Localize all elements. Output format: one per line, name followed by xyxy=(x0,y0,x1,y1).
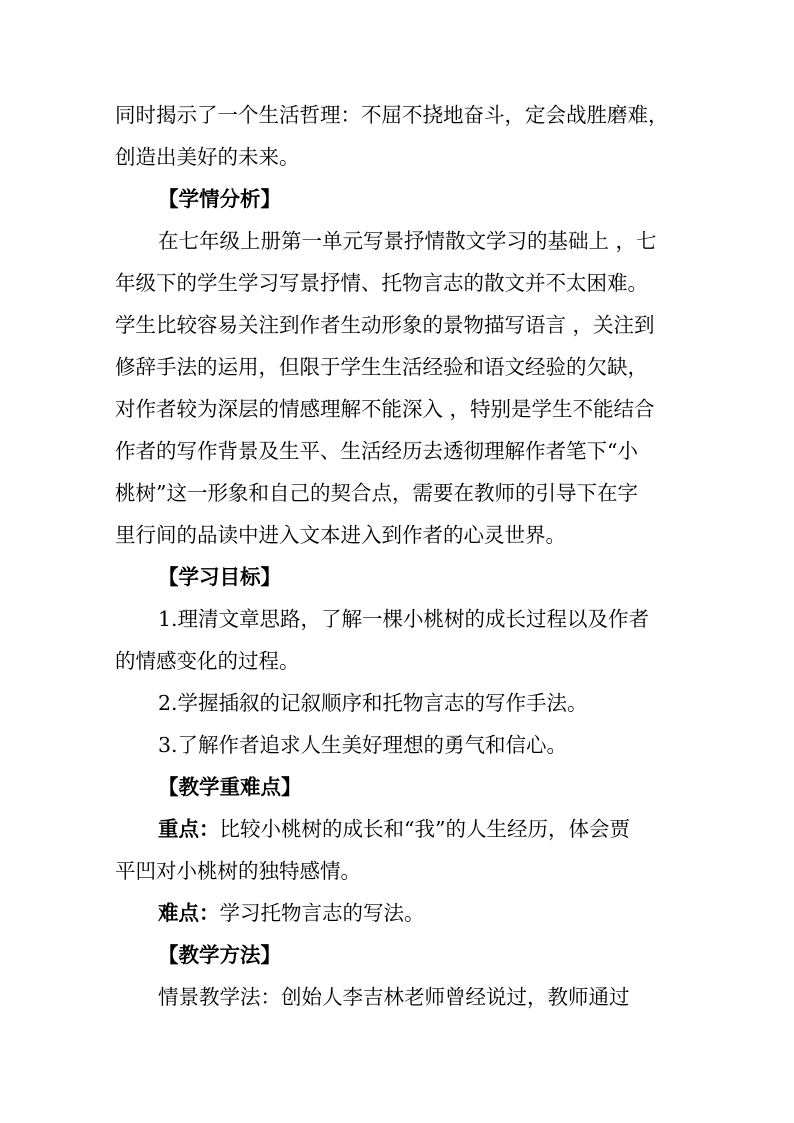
analysis-line: 里行间的品读中进入文本进入到作者的心灵世界。 xyxy=(115,523,566,547)
methods-heading: 【教学方法】 xyxy=(158,943,281,967)
intro-line-1: 同时揭示了一个生活哲理：不屈不挠地奋斗，定会战胜磨难， xyxy=(115,103,669,127)
goal-item-1-cont: 的情感变化的过程。 xyxy=(115,649,300,673)
key-label: 重点： xyxy=(158,817,220,841)
difficult-text: 学习托物言志的写法。 xyxy=(219,901,425,925)
analysis-heading: 【学情分析】 xyxy=(158,187,281,211)
analysis-line: 作者的写作背景及生平、生活经历去透彻理解作者笔下“小 xyxy=(115,439,638,463)
analysis-line: 年级下的学生学习写景抒情、托物言志的散文并不太困难。 xyxy=(115,271,648,295)
analysis-line: 桃树”这一形象和自己的契合点，需要在教师的引导下在字 xyxy=(115,481,638,505)
difficult-point-line xyxy=(158,899,425,927)
analysis-line: 学生比较容易关注到作者生动形象的景物描写语言 ，关注到 xyxy=(115,313,655,337)
key-point-line-2: 平凹对小桃树的独特感情。 xyxy=(115,859,361,883)
difficult-label: 难点： xyxy=(158,901,220,925)
goal-item-1: 1.理清文章思路，了解一棵小桃树的成长过程以及作者 xyxy=(158,607,650,631)
goals-heading: 【学习目标】 xyxy=(158,565,281,589)
goal-item-2: 2.学握插叙的记叙顺序和托物言志的写作手法。 xyxy=(158,691,588,715)
intro-line-2: 创造出美好的未来。 xyxy=(115,145,300,169)
goal-item-3: 3.了解作者追求人生美好理想的勇气和信心。 xyxy=(158,733,568,757)
key-text: 比较小桃树的成长和“我”的人生经历，体会贾 xyxy=(219,817,630,841)
analysis-line: 修辞手法的运用，但限于学生生活经验和语文经验的欠缺， xyxy=(115,355,648,379)
methods-line-1: 情景教学法：创始人李吉林老师曾经说过，教师通过 xyxy=(158,985,630,1009)
analysis-line: 对作者较为深层的情感理解不能深入 ，特别是学生不能结合 xyxy=(115,397,655,421)
key-point-line xyxy=(158,815,630,843)
analysis-line: 在七年级上册第一单元写景抒情散文学习的基础上 ，七 xyxy=(158,229,657,253)
key-points-heading: 【教学重难点】 xyxy=(158,775,302,799)
